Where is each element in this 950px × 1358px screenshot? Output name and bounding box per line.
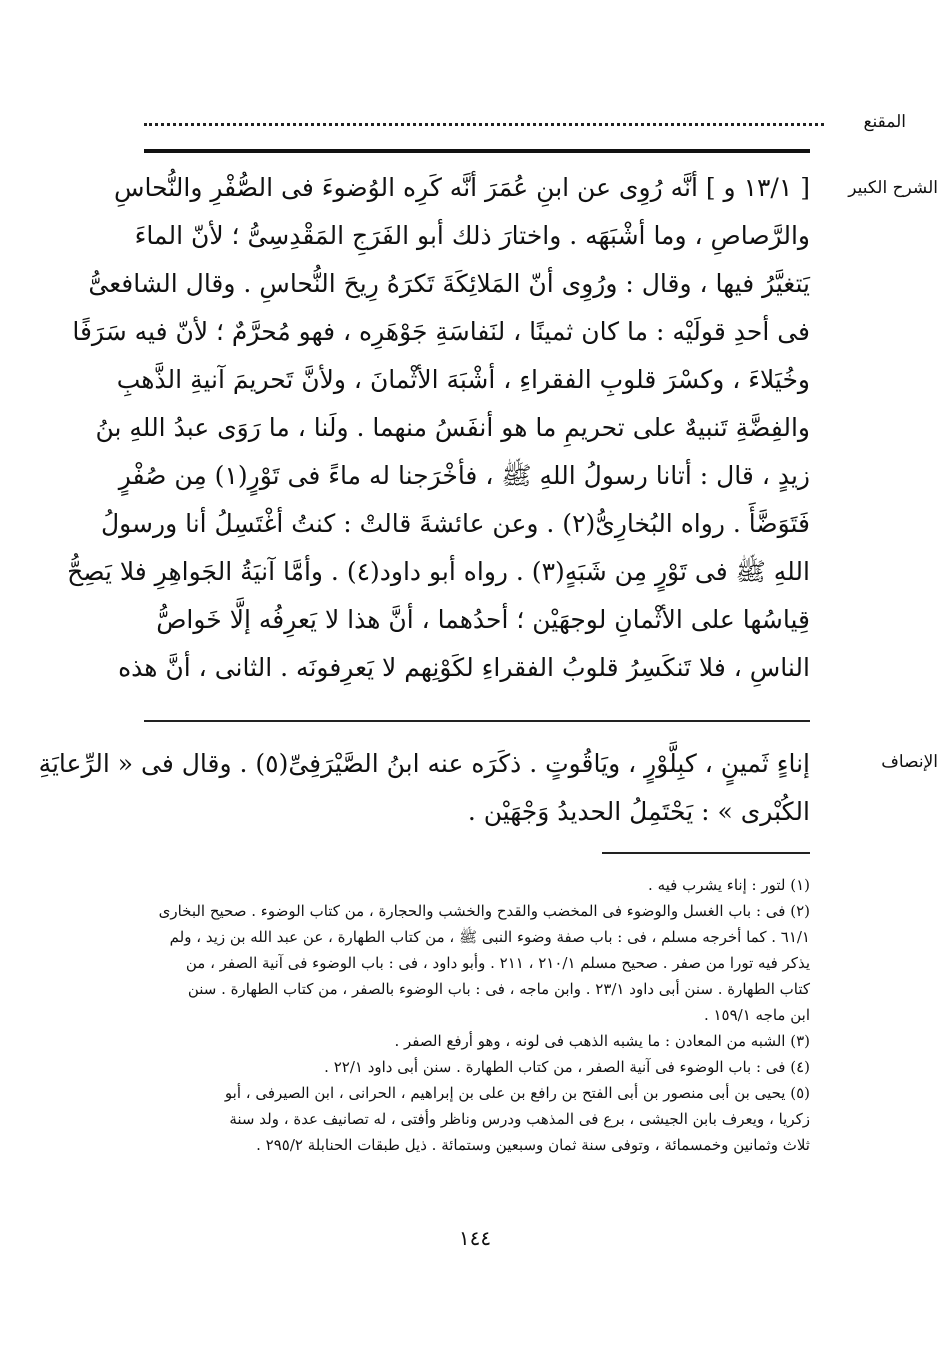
footnote-line: يذكر فيه تورا من صفر . صحيح مسلم ٢١٠/١ ، ٢١١ . وأبو داود ، فى : باب الوضوء فى آنية الصفر ، من — [185, 954, 810, 972]
footnote-line: ابن ماجه ١٥٩/١ . — [703, 1006, 810, 1024]
footnotes-block — [144, 872, 810, 1158]
insaf-text-line: الكُبْرى » : يَحْتَمِلُ الحديدُ وَجْهَيْن . — [467, 797, 810, 826]
header-dotted-rule — [144, 123, 824, 126]
header-thick-rule — [144, 149, 810, 153]
insaf-text-line: إناءٍ ثَمينٍ ، كبِلَّوْرٍ ، ويَاقُوتٍ . ذكَرَه عنه ابنُ الصَّيْرَفِىِّ(٥) . وقال فى « الرِّعايَةِ — [38, 749, 810, 778]
main-text-line: [ ١٣/١ و ] أنَّه رُوِى عن ابنِ عُمَرَ أنَّه كَرِه الوُضوءَ فى الصُّفْرِ والنُّحاسِ — [113, 173, 810, 202]
main-text-line: زيدٍ ، قال : أتانا رسولُ اللهِ ﷺ ، فأخْرَجنا له ماءً فى تَوْرٍ(١) مِن صُفْرٍ — [118, 461, 810, 490]
footnote-line: (١) لتور : إناء يشرب فيه . — [648, 876, 810, 894]
insaf-text-block — [38, 740, 810, 836]
footnote-line: كتاب الطهارة . سنن أبى داود ٢٣/١ . وابن ماجه ، فى : باب الوضوء بالصفر ، من كتاب الطهارة . سنن — [187, 980, 810, 998]
main-text-line: الناسِ ، فلا تَنكَسِرُ قلوبُ الفقراءِ لكَوْنِهم لا يَعرِفونَه . الثانى ، أنَّ هذه — [118, 653, 810, 682]
main-text-line: فى أحدِ قولَيْه : ما كان ثمينًا ، لنَفاسَةِ جَوْهَرِه ، فهو مُحرَّمٌ ؛ لأنّ فيه سَرَفًا — [72, 317, 810, 346]
footnote-divider — [602, 852, 810, 854]
main-text-line: فَتَوَضَّأَ . رواه البُخارِىُّ(٢) . وعن عائشةَ قالتْ : كنتُ أغْتَسِلُ أنا ورسولُ — [100, 509, 810, 538]
main-text-line: يَتغيَّرُ فيها ، وقال : ورُوِى أنّ المَلائِكَةَ تَكرَهُ رِيحَ النُّحاسِ . وقال الشافعىُّ — [88, 269, 810, 298]
footnote-line: (٤) فى : باب الوضوء فى آنية الصفر ، من كتاب الطهارة . سنن أبى داود ٢٢/١ . — [324, 1058, 810, 1076]
running-header-title: المقنع — [863, 112, 906, 132]
section-divider — [144, 720, 810, 722]
footnote-line: (٣) الشبه من المعادن : ما يشبه الذهب فى لونه ، وهو أرفع الصفر . — [394, 1032, 810, 1050]
footnote-line: ثلاث وثمانين وخمسمائة ، وتوفى سنة ثمان وسبعين وستمائة . ذيل طبقات الحنابلة ٢٩٥/٢ . — [256, 1136, 810, 1154]
side-label-sharh: الشرح الكبير — [848, 178, 938, 198]
main-text-block — [67, 164, 810, 692]
footnote-line: زكريا ، ويعرف بابن الجيشى ، برع فى المذهب ودرس وناظر وأفتى ، له تصانيف عدة ، ولد سنة — [229, 1110, 810, 1128]
footnote-line: ٦١/١ . كما أخرجه مسلم ، فى : باب صفة وضوء النبى ﷺ ، من كتاب الطهارة ، عن عبد الله بن زيد ، ولم — [169, 928, 810, 946]
main-text-line: وخُيَلاءَ ، وكسْرَ قلوبِ الفقراءِ ، أشْبَهَ الأثْمانَ ، ولأنَّ تَحريمَ آنيةِ الذَّهبِ — [116, 365, 810, 394]
footnote-line: (٥) يحيى بن أبى منصور بن أبى الفتح بن رافع بن على بن إبراهيم ، الحرانى ، ابن الصيرفى ، أبو — [224, 1084, 810, 1102]
main-text-line: والرَّصاصِ ، وما أشْبَهَه . واختارَ ذلك أبو الفَرَجِ المَقْدِسِىُّ ؛ لأنّ الماءَ — [134, 221, 810, 250]
main-text-line: اللهِ ﷺ فى تَوْرٍ مِن شَبَهٍ(٣) . رواه أبو داود(٤) . وأمَّا آنيَةُ الجَواهِرِ فلا يَصِحُّ — [67, 557, 810, 586]
page-number: ١٤٤ — [458, 1226, 492, 1250]
footnote-line: (٢) فى : باب الغسل والوضوء فى المخضب والقدح والخشب والحجارة ، من كتاب الوضوء . صحيح البخارى — [158, 902, 810, 920]
main-text-line: والفِضَّةِ تَنبيهٌ على تحريمِ ما هو أنفَسُ منهما . ولَنا ، ما رَوَى عبدُ اللهِ بنُ — [95, 413, 810, 442]
side-label-insaf: الإنصاف — [881, 752, 938, 772]
main-text-line: قِياسُها على الأثْمانِ لوجهَيْن ؛ أحدُهما ، أنَّ هذا لا يَعرِفُه إلَّا خَواصُّ — [156, 605, 810, 634]
